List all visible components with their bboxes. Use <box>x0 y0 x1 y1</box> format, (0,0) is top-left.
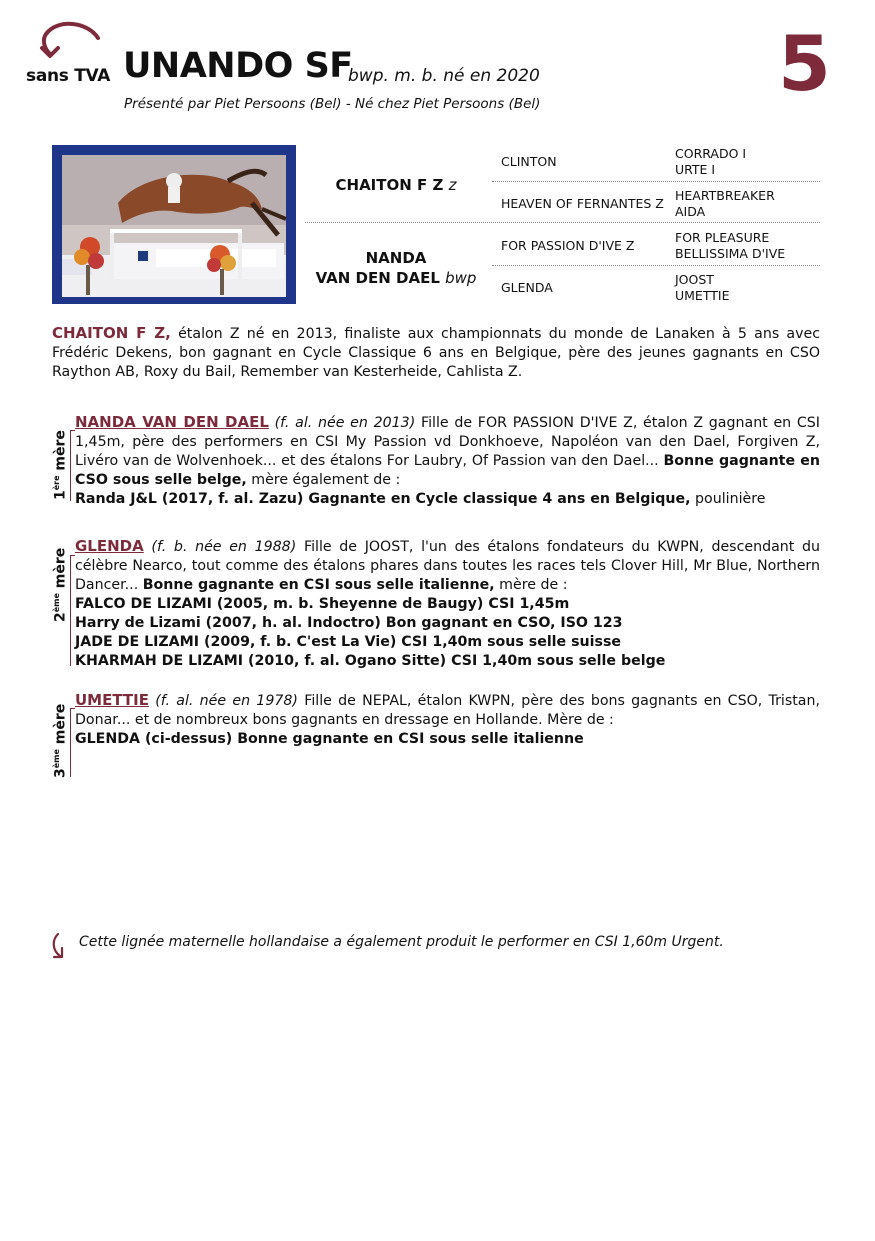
pedigree-divider <box>492 181 820 182</box>
third-dam-label-word: mère <box>52 703 69 745</box>
pedigree-sire <box>306 176 486 194</box>
grandparent-3: FOR PASSION D'IVE Z <box>501 238 635 253</box>
grandparent-1: CLINTON <box>501 154 557 169</box>
horse-name: UNANDO SF <box>123 46 353 86</box>
great-grandparent-3a: FOR PLEASURE <box>675 230 770 245</box>
horse-jump-image <box>52 145 296 304</box>
grandparent-2: HEAVEN OF FERNANTES Z <box>501 196 664 211</box>
third-dam-label <box>52 704 69 778</box>
vat-label: sans TVA <box>26 66 111 86</box>
horse-details: bwp. m. b. né en 2020 <box>348 66 540 86</box>
offspring-item: KHARMAH DE LIZAMI (2010, f. al. Ogano Sitte) CSI 1,40m sous selle belge <box>75 653 666 669</box>
sire-breed: z <box>448 176 457 194</box>
first-dam-label-word: mère <box>52 430 69 471</box>
second-dam-bold: Bonne gagnante en CSI sous selle italienne, <box>142 577 495 593</box>
dam-breed: bwp <box>445 269 477 287</box>
great-grandparent-1b: URTE I <box>675 162 716 177</box>
sire-description <box>52 324 820 382</box>
first-dam-label-sup: ère <box>52 475 61 491</box>
first-dam-bold: Bonne gagnante en CSO sous selle belge, <box>75 453 820 488</box>
great-grandparent-4a: JOOST <box>675 272 714 287</box>
first-dam-details: (f. al. née en 2013) <box>274 415 416 431</box>
second-dam-section <box>75 537 820 671</box>
third-dam-details: (f. al. née en 1978) <box>155 693 298 709</box>
footnote: Cette lignée maternelle hollandaise a également produit le performer en CSI 1,60m Urgent. <box>79 934 724 950</box>
great-grandparent-3b: BELLISSIMA D'IVE <box>675 246 786 261</box>
second-dam-label-num: 2 <box>52 612 69 622</box>
offspring-item: FALCO DE LIZAMI (2005, m. b. Sheyenne de Baugy) CSI 1,45m <box>75 596 570 612</box>
great-grandparent-2a: HEARTBREAKER <box>675 188 775 203</box>
great-grandparent-4b: UMETTIE <box>675 288 730 303</box>
third-dam-label-sup: ème <box>52 749 61 769</box>
offspring-item: Harry de Lizami (2007, h. al. Indoctro) Bon gagnant en CSO, ISO 123 <box>75 615 623 631</box>
first-dam-text-end: mère également de : <box>251 472 401 488</box>
sire-description-text: étalon Z né en 2013, finaliste aux championnats du monde de Lanaken à 5 ans avec Frédéric Dekens, bon gagnant en Cycle Classique 6 ans en Belgique, père des jeunes gagnants en CSO Raython AB, Roxy du Bail, Remember van Kesterheide, Cahlista Z. <box>52 326 821 380</box>
presented-by: Présenté par Piet Persoons (Bel) - Né chez Piet Persoons (Bel) <box>124 96 541 112</box>
first-dam-section <box>75 413 820 509</box>
first-dam-name: NANDA VAN DEN DAEL <box>75 413 269 431</box>
second-dam-text: Fille de JOOST, l'un des étalons fondateurs du KWPN, descendant du célèbre Nearco, tout comme des étalons phares dans toutes les races tels Clover Hill, Mr Blue, Northern Dancer... <box>75 539 821 593</box>
grandparent-4: GLENDA <box>501 280 553 295</box>
second-dam-text-end: mère de : <box>499 577 568 593</box>
sire-name: CHAITON F Z <box>335 176 444 194</box>
second-dam-details: (f. b. née en 1988) <box>151 539 297 555</box>
dam-name-line2: VAN DEN DAEL <box>315 269 440 287</box>
pedigree-dam <box>306 248 486 288</box>
great-grandparent-2b: AIDA <box>675 204 706 219</box>
great-grandparent-1a: CORRADO I <box>675 146 747 161</box>
offspring-item: GLENDA (ci-dessus) Bonne gagnante en CSI sous selle italienne <box>75 731 584 747</box>
first-dam-offspring <box>75 490 820 509</box>
third-dam-section <box>75 691 820 749</box>
second-dam-offspring <box>75 595 820 671</box>
third-dam-text: Fille de NEPAL, étalon KWPN, père des bons gagnants en CSO, Tristan, Donar... et de nombreux bons gagnants en dressage en Hollande. Mère de : <box>75 693 821 728</box>
second-dam-label-sup: ème <box>52 593 61 613</box>
offspring-item: JADE DE LIZAMI (2009, f. b. C'est La Vie) CSI 1,40m sous selle suisse <box>75 634 622 650</box>
third-dam-offspring <box>75 730 820 749</box>
second-dam-label <box>52 548 69 622</box>
pedigree-divider <box>305 222 820 223</box>
curved-arrow-small-icon <box>50 932 72 960</box>
second-dam-name: GLENDA <box>75 537 144 555</box>
third-dam-name: UMETTIE <box>75 691 149 709</box>
first-dam-label <box>52 430 69 500</box>
first-dam-text: Fille de FOR PASSION D'IVE Z, étalon Z gagnant en CSI 1,45m, père des performers en CSI My Passion vd Donkhoeve, Napoléon van den Dael, Forgiven Z, Livéro van de Wolvenhoek... et des étalons For Laubry, Of Passion van den Dael... <box>75 415 820 469</box>
horse-photo <box>52 145 296 304</box>
second-dam-label-word: mère <box>52 547 69 589</box>
pedigree-divider <box>492 265 820 266</box>
offspring-item: Randa J&L (2017, f. al. Zazu) Gagnante en Cycle classique 4 ans en Belgique, <box>75 491 691 507</box>
first-dam-label-num: 1 <box>52 490 69 500</box>
offspring-item-rest: poulinière <box>695 491 766 507</box>
dam-name-line1: NANDA <box>365 249 427 267</box>
third-dam-label-num: 3 <box>52 768 69 778</box>
curved-arrow-icon <box>38 20 102 64</box>
sire-description-name: CHAITON F Z, <box>52 324 171 342</box>
lot-number: 5 <box>778 19 831 108</box>
